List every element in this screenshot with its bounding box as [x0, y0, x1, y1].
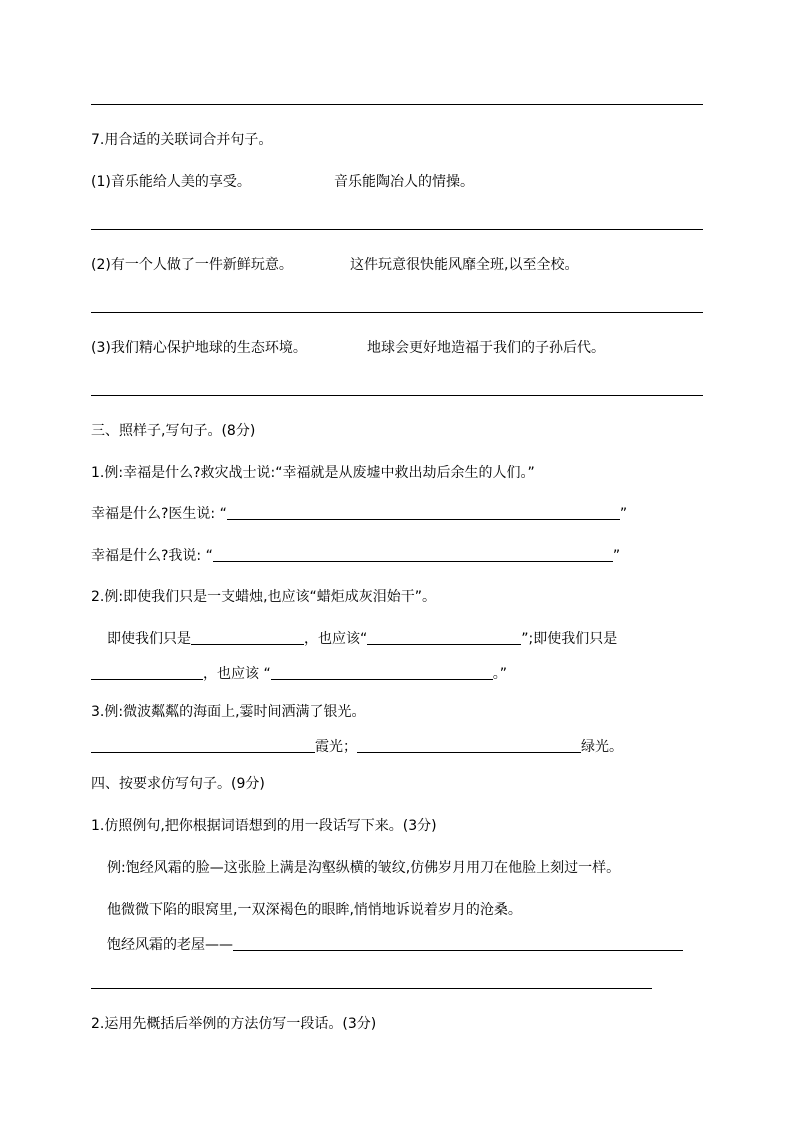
fill-text: 霞光；	[315, 739, 357, 755]
sentence-2a: (2)有一个人做了一件新鲜玩意。	[91, 257, 293, 273]
answer-blank[interactable]	[233, 935, 683, 951]
answer-line[interactable]	[91, 395, 703, 396]
sentence-1b: 音乐能陶冶人的情操。	[334, 174, 474, 190]
answer-blank[interactable]	[271, 664, 493, 680]
answer-blank[interactable]	[191, 629, 304, 645]
fill-line-candle-2	[91, 664, 507, 684]
prompt-old-house	[107, 935, 683, 955]
answer-blank[interactable]	[91, 737, 315, 753]
answer-line[interactable]	[91, 229, 703, 230]
answer-blank[interactable]	[367, 629, 521, 645]
example-2: 2.例:即使我们只是一支蜡烛,也应该“蜡炬成灰泪始干”。	[91, 589, 437, 605]
fill-suffix: ”	[612, 548, 621, 564]
fill-text: 饱经风霜的老屋——	[107, 937, 233, 953]
answer-blank[interactable]	[91, 664, 203, 680]
example-line-1: 例:饱经风霜的脸—这张脸上满是沟壑纵横的皱纹,仿佛岁月用刀在他脸上刻过一样。	[107, 860, 621, 876]
question-title: 7.用合适的关联词合并句子。	[91, 132, 273, 148]
section-heading: 四、按要求仿写句子。(9分)	[91, 776, 265, 792]
answer-line[interactable]	[91, 312, 703, 313]
answer-blank[interactable]	[213, 546, 613, 562]
fill-prefix: 幸福是什么?医生说: “	[91, 506, 227, 522]
sentence-3b: 地球会更好地造福于我们的子孙后代。	[367, 340, 605, 356]
example-1: 1.例:幸福是什么?救灾战士说:“幸福就是从废墟中救出劫后余生的人们。”	[91, 465, 535, 481]
question-2: 2.运用先概括后举例的方法仿写一段话。(3分)	[91, 1016, 377, 1032]
fill-text: ”;即使我们只是	[521, 631, 618, 647]
sentence-1a: (1)音乐能给人美的享受。	[91, 174, 251, 190]
example-line-2: 他微微下陷的眼窝里,一双深褐色的眼眸,悄悄地诉说着岁月的沧桑。	[107, 902, 522, 918]
answer-line[interactable]	[91, 988, 652, 989]
fill-text: 。”	[492, 666, 507, 682]
fill-text: ，也应该“	[304, 631, 368, 647]
sentence-3a: (3)我们精心保护地球的生态环境。	[91, 340, 307, 356]
fill-text: ，也应该 “	[203, 666, 271, 682]
sentence-2b: 这件玩意很快能风靡全班,以至全校。	[350, 257, 579, 273]
fill-line-light	[91, 737, 623, 757]
fill-suffix: ”	[619, 506, 628, 522]
fill-line-me	[91, 546, 620, 566]
answer-line[interactable]	[91, 104, 703, 105]
fill-prefix: 幸福是什么?我说: “	[91, 548, 213, 564]
answer-blank[interactable]	[227, 504, 620, 520]
fill-text: 绿光。	[581, 739, 623, 755]
fill-line-doctor	[91, 504, 627, 524]
fill-text: 即使我们只是	[107, 631, 191, 647]
answer-blank[interactable]	[357, 737, 581, 753]
example-3: 3.例:微波粼粼的海面上,霎时间洒满了银光。	[91, 704, 366, 720]
question-1: 1.仿照例句,把你根据词语想到的用一段话写下来。(3分)	[91, 818, 437, 834]
section-heading: 三、照样子,写句子。(8分)	[91, 423, 256, 439]
fill-line-candle-1	[107, 629, 617, 649]
